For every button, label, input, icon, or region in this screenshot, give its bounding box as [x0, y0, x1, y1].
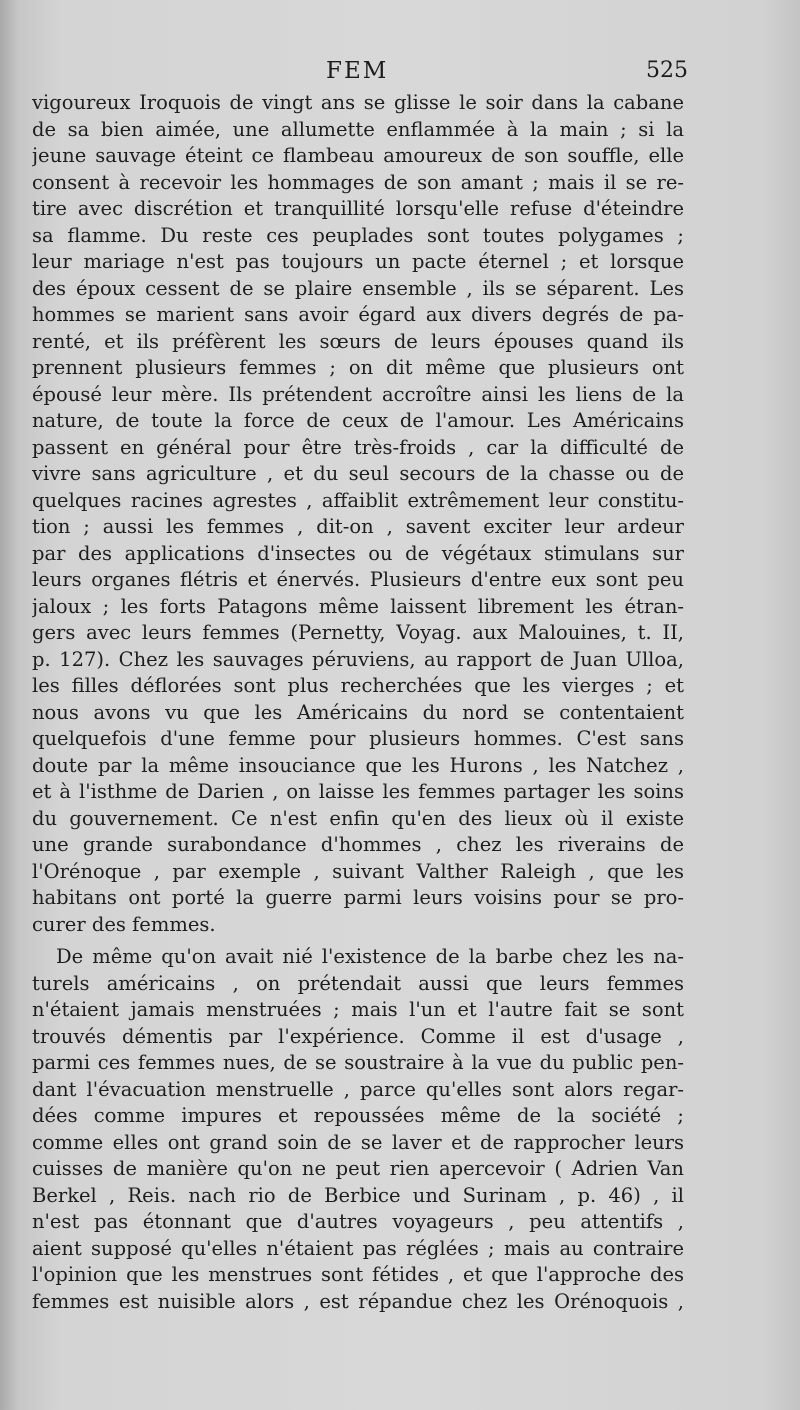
- text-line: de sa bien aimée, une allumette enflammée à la main ; si la: [32, 117, 684, 141]
- text-line: l'opinion que les menstrues sont fétides , et que l'approche des: [32, 1263, 684, 1286]
- text-line: quelquefois d'une femme pour plusieurs hommes. C'est sans: [32, 727, 684, 750]
- text-line: des époux cessent de se plaire ensemble , ils se séparent. Les: [32, 276, 684, 300]
- text-line: l'Orénoque , par exemple , suivant Valther Raleigh , que les: [32, 859, 684, 883]
- text-line: curer des femmes.: [32, 912, 216, 936]
- text-line: épousé leur mère. Ils prétendent accroître ainsi les liens de la: [32, 382, 684, 406]
- text-line: vivre sans agriculture , et du seul secours de la chasse ou de: [32, 462, 684, 485]
- text-line: gers avec leurs femmes (Pernetty, Voyag. aux Malouines, t. II,: [32, 621, 684, 644]
- text-line: dant l'évacuation menstruelle , parce qu'elles sont alors regar-: [32, 1077, 684, 1101]
- text-line: dées comme impures et repoussées même de la société ;: [32, 1104, 684, 1127]
- body-text: [32, 90, 684, 1315]
- text-line: nature, de toute la force de ceux de l'amour. Les Américains: [32, 409, 684, 432]
- text-line: cuisses de manière qu'on ne peut rien apercevoir ( Adrien Van: [32, 1157, 684, 1180]
- page-number: 525: [646, 58, 688, 83]
- text-line: tire avec discrétion et tranquillité lorsqu'elle refuse d'éteindre: [32, 197, 684, 220]
- paragraph: [32, 944, 684, 1315]
- text-line: prennent plusieurs femmes ; on dit même que plusieurs ont: [32, 356, 684, 379]
- text-line: du gouvernement. Ce n'est enfin qu'en des lieux où il existe: [32, 806, 684, 830]
- text-line: parmi ces femmes nues, de se soustraire à la vue du public pen-: [32, 1051, 684, 1074]
- text-line: p. 127). Chez les sauvages péruviens, au rapport de Juan Ulloa,: [32, 647, 684, 671]
- page-header: [0, 58, 800, 90]
- text-line: consent à recevoir les hommages de son amant ; mais il se re-: [32, 170, 684, 194]
- text-line: hommes se marient sans avoir égard aux divers degrés de pa-: [32, 303, 684, 326]
- text-line: et à l'isthme de Darien , on laisse les femmes partager les soins: [32, 780, 684, 803]
- text-line: nous avons vu que les Américains du nord se contentaient: [32, 700, 684, 724]
- text-line: par des applications d'insectes ou de végétaux stimulans sur: [32, 541, 684, 565]
- text-line: n'est pas étonnant que d'autres voyageurs , peu attentifs ,: [32, 1210, 684, 1233]
- text-line: doute par la même insouciance que les Hurons , les Natchez ,: [32, 753, 684, 777]
- text-line: passent en général pour être très-froids , car la difficulté de: [32, 435, 684, 459]
- text-line: leur mariage n'est pas toujours un pacte éternel ; et lorsque: [32, 250, 684, 273]
- running-head: FEM: [326, 58, 389, 84]
- text-line: leurs organes flétris et énervés. Plusieurs d'entre eux sont peu: [32, 568, 684, 591]
- text-line: renté, et ils préfèrent les sœurs de leurs épouses quand ils: [32, 329, 684, 353]
- text-line: Berkel , Reis. nach rio de Berbice und Surinam , p. 46) , il: [32, 1183, 684, 1207]
- text-line: jeune sauvage éteint ce flambeau amoureux de son souffle, elle: [32, 144, 684, 167]
- text-line: femmes est nuisible alors , est répandue chez les Orénoquois ,: [32, 1289, 684, 1313]
- text-line: les filles déflorées sont plus recherchées que les vierges ; et: [32, 674, 684, 697]
- text-line: trouvés démentis par l'expérience. Comme il est d'usage ,: [32, 1024, 684, 1048]
- text-line: De même qu'on avait nié l'existence de la barbe chez les na-: [56, 945, 684, 968]
- text-line: jaloux ; les forts Patagons même laissent librement les étran-: [32, 594, 684, 618]
- text-line: n'étaient jamais menstruées ; mais l'un et l'autre fait se sont: [32, 998, 684, 1021]
- text-line: habitans ont porté la guerre parmi leurs voisins pour se pro-: [32, 886, 684, 909]
- text-line: vigoureux Iroquois de vingt ans se glisse le soir dans la cabane: [32, 91, 684, 114]
- paragraph: [32, 90, 684, 938]
- text-line: comme elles ont grand soin de se laver et de rapprocher leurs: [32, 1130, 684, 1154]
- text-line: quelques racines agrestes , affaiblit extrêmement leur constitu-: [32, 488, 684, 512]
- text-line: aient supposé qu'elles n'étaient pas réglées ; mais au contraire: [32, 1236, 684, 1260]
- text-line: une grande surabondance d'hommes , chez les riverains de: [32, 833, 684, 856]
- text-line: sa flamme. Du reste ces peuplades sont toutes polygames ;: [32, 223, 684, 247]
- text-line: tion ; aussi les femmes , dit-on , savent exciter leur ardeur: [32, 515, 684, 538]
- text-line: turels américains , on prétendait aussi que leurs femmes: [32, 971, 684, 995]
